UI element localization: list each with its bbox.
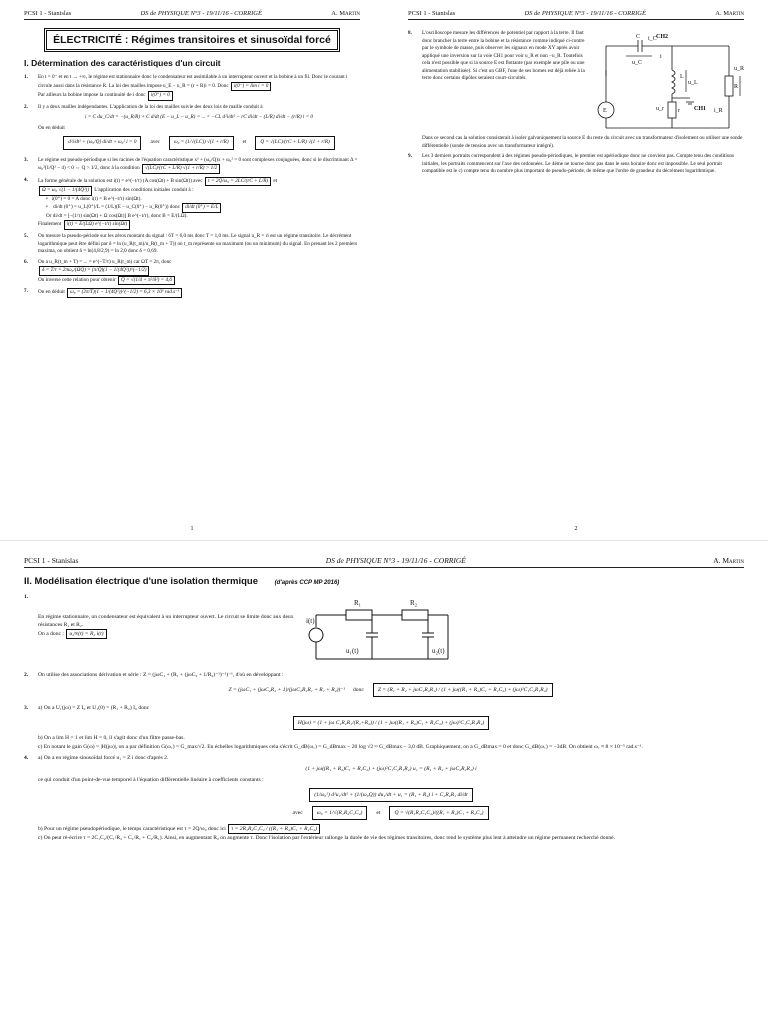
q-II3a-result: H(jω) = (1 + jω C₂R₂R₁/(R₁+R₂)) / (1 + jω((R₁ + R₂)C₁ + R₂C₂) + (jω)²C₁C₂R₁R₂) bbox=[293, 716, 490, 730]
header-center: DS de PHYSIQUE N°3 - 19/11/16 - CORRIGÉ bbox=[524, 10, 646, 17]
label-E: E bbox=[603, 108, 607, 114]
label-uL: u_L bbox=[688, 80, 698, 86]
oscilloscope-circuit-diagram bbox=[594, 30, 744, 135]
q-II3b-text: b) On a lim H = 1 et lim H = 0, il s'agit donc d'un filtre passe-bas. bbox=[38, 735, 185, 742]
q2-et: et bbox=[242, 139, 247, 146]
q4-text: La forme générale de la solution est i(t) = e^(−t/τ) (A cos(Ωt) + B sin(Ωt)) avec bbox=[38, 177, 203, 184]
q2-result-1: d²i/dt² + (ω₀/Q) di/dt + ω₀² i = 0 bbox=[63, 136, 141, 150]
label-iR: i_R bbox=[714, 108, 723, 114]
page-number: 1 bbox=[190, 526, 194, 532]
question-II-2: 2. On utilise des associations dérivation et série : Z = (jωC₁ + (R₁ + (jωC₂ + 1/R₂)⁻¹)⁻¹)⁻¹, d'où en développant : Z = (jωC₁ + (jωC₂R₂ + 1)/(jωC₂R₂R₁ + R₁ + R₂))⁻¹ donc Z = (R₁ + R₂ + jωC₂R₂R₁) / (1 + jω((R₁ + R₂)C₁ + R₂C₂) + (jω)²C₁C₂R₁R₂) bbox=[24, 671, 744, 701]
q-II4c-text: c) On peut ré-écrire τ = 2C₁C₂/(C₁/R₂ + C₁/R₁ + C₂/R₁). Ainsi, en augmentant R₂ on augmente τ. Donc l'isolation par l'extérieur rallonge la durée de vie des régimes transitoires, donc rend le système plus lent à atteindre un régime permanent recherché donné. bbox=[38, 835, 616, 842]
q-II2-text: On utilise des associations dérivation et série : Z = (jωC₁ + (R₁ + (jωC₂ + 1/R₂)⁻¹)⁻¹)⁻¹, d'où en développant : bbox=[38, 672, 284, 678]
header-center: DS de PHYSIQUE N°3 - 19/11/16 - CORRIGÉ bbox=[325, 556, 466, 565]
q4-bullet-1: • i(0⁺) = 0 = A donc i(t) = B e^(−t/τ) sin(Ωt). bbox=[46, 196, 360, 204]
label-r: r bbox=[678, 108, 680, 114]
q-II1-result: u₂∞(t) = R₂ i(t) bbox=[66, 629, 106, 639]
label-C: C bbox=[636, 34, 641, 40]
q4-et: et bbox=[273, 177, 278, 184]
label-R1: R₁ bbox=[354, 599, 362, 607]
q-II1-text-b: On a donc : bbox=[38, 631, 64, 638]
page-number: 2 bbox=[574, 526, 578, 532]
question-3: 3. Le régime est pseudo-périodique si les racines de l'équation caractéristique x² + (ω₀/Q)x + ω₀² = 0 sont complexes conjuguées, donc si le discriminant Δ = ω₀²(1/Q² − 4) < 0 ⇔ Q > 1/2, donc à la condition √(LC)/(rC + L/R) √(1 + r/R) > 1/2 bbox=[24, 157, 360, 174]
label-uC: u_C bbox=[632, 60, 643, 66]
page-2 bbox=[384, 0, 768, 540]
q8-text: L'oscilloscope mesure les différences de potentiel par rapport à la terre. Il faut donc brancher la terre entre la bobine et la résistance comme indiqué ci-contre par le symbole de masse, puis observer les signaux en mode XY après avoir appliqué une inversion sur la voie CH1 pour voir u_R et non −u_R. Toutefois cela n'est possible que si la source E est flottante (par exemple une pile ou une alimentation stabilisée). Si c'est un GBF, l'une de ses bornes est déjà reliée à la terre donc certains dipôles seraient court-circuités. bbox=[422, 30, 585, 82]
section-1-title: I. Détermination des caractéristiques d'un circuit bbox=[24, 58, 221, 68]
q-II4a-result: (1/ω₀²) d²u₁/dt² + (1/(ω₀Q)) du₁/dt + u₁ = (R₁ + R₂) i + C₂R₂R₁ di/dt bbox=[309, 788, 472, 802]
q4-result-omega: Ω = ω₀ √(1 − 1/(4Q²)) bbox=[39, 186, 92, 196]
q-II3c-text: c) En notant le gain G(ω) = |H(jω)|, on a par définition G(ω꜀) = G_max/√2. En échelles logarithmiques cela s'écrit G_dB(ω꜀) = G_dBmax − 20 log √2 ≈ G_dBmax − 3,0 dB. Graphiquement, on a G_dBmax = 0 et donc G_dB(ω꜀) = −3dB. On obtient ω꜀ ≈ 8 × 10⁻⁵ rad.s⁻¹. bbox=[38, 743, 643, 750]
question-2: 2. Il y a deux mailles indépendantes. L'application de la loi des mailles suivie des deux lois de maille conduit à i = C du_C/dt = −(u_R/R) + C d/dt (E − u_L − u_R) = ... = −CL d²i/dt² − rC di/dt − (L/R) di/dt − (r/R) i = 0 On en déduit d²i/dt² + (ω₀/Q) di/dt + ω₀² i = 0 avec ω₀ = (1/√(LC)) √(1 + r/R) et Q = √(LC)/(rC + L/R) √(1 + r/R) bbox=[24, 104, 360, 154]
q4-final-result: i(t) = E/(LΩ) e^(−t/τ) sin(Ωt) bbox=[64, 220, 131, 230]
label-uR: u_R bbox=[734, 66, 744, 72]
q1-result-2: i(0⁺) = 0 bbox=[148, 91, 173, 101]
q7-result: ω₀ = (2π/T)(1 − 1/(4Q²))^(−1/2) = 6,3 × 10³ rad.s⁻¹ bbox=[67, 288, 182, 298]
question-9: 9. Les 3 derniers portraits correspondent à des régimes pseudo-périodiques, le premier est apériodique donc ne convient pas. Compte tenu des conditions initiales, les portraits commencent sur l'axe des ordonnées. Le 4ème ne tourne donc pas dans le sens horaire donc est impossible. Le seul portrait compatible est le c) compte tenu du nombre plus important de pseudo-période, de même que l'ordre de grandeur du décrément logarithmique. bbox=[408, 153, 744, 176]
question-6: 6. On a u_R(t_m + T) = ... = e^(−T/τ) u_R(t_m) car ΩT = 2π, donc δ = T/τ = 2πω₀/(ΩQ) = (π/Q)(1 − 1/(4Q²))^(−1/2) On inverse cette relation pour obtenir Q = √(1/4 + π²/δ²) = 4,6 bbox=[24, 259, 360, 286]
label-u1: u₁(t) bbox=[346, 647, 359, 655]
label-L: L bbox=[680, 74, 684, 80]
q-II4a-avec: avec bbox=[292, 810, 303, 817]
header-center: DS de PHYSIQUE N°3 - 19/11/16 - CORRIGÉ bbox=[140, 10, 262, 17]
q-II2-equation: Z = (jωC₁ + (jωC₂R₂ + 1)/(jωC₂R₂R₁ + R₁ + R₂))⁻¹ bbox=[228, 687, 345, 694]
q1-result: i(0⁻) = lim i = 0 bbox=[231, 82, 271, 92]
label-R: R bbox=[734, 84, 739, 90]
header-left: PCSI 1 - Stanislas bbox=[408, 10, 456, 17]
q2-result-2: ω₀ = (1/√(LC)) √(1 + r/R) bbox=[169, 136, 234, 150]
page-header bbox=[24, 10, 360, 20]
label-i-t: i(t) bbox=[306, 617, 315, 625]
question-II-3 bbox=[24, 704, 744, 750]
header-left: PCSI 1 - Stanislas bbox=[24, 10, 72, 17]
q4-bullet-2 bbox=[46, 203, 360, 220]
q5-text: On mesure la pseudo-période sur les zéros montant du signal : 6T = 6,0 ms donc T = 1,0 ms. Le signal u_R = ri est un régime transitoire. Le décrément logarithmique peut être défini par δ = ln (u_R(t_m)/u_R(t_m + T)) où t_m représente un maximum (ou un minimum) du signal. En prenant les 2 premiers maxima, on obtient δ = ln(4,8/2,9) = ln 2,0 donc δ = 0,69. bbox=[38, 232, 358, 255]
q2-equation: i = C du_C/dt = −(u_R/R) + C d/dt (E − u_L − u_R) = ... = −CL d²i/dt² − rC di/dt − (L/R) di/dt − (r/R) i = 0 bbox=[85, 114, 313, 121]
page-header bbox=[24, 556, 744, 568]
q-II4b-result: τ = 2R₁R₂C₁C₂ / ((R₁ + R₂)C₁ + R₂C₂) bbox=[228, 824, 320, 834]
q7-text: On en déduit bbox=[38, 289, 65, 296]
label-CH2: CH2 bbox=[656, 34, 668, 40]
question-II-1 bbox=[24, 593, 744, 668]
header-right: A. Martin bbox=[713, 556, 744, 565]
q6-result: δ = T/τ = 2πω₀/(ΩQ) = (π/Q)(1 − 1/(4Q²))^(−1/2) bbox=[39, 266, 149, 276]
header-right: A. Martin bbox=[715, 10, 744, 17]
q6-result-2: Q = √(1/4 + π²/δ²) = 4,6 bbox=[118, 276, 175, 286]
q-II1-text: En régime stationnaire, un condensateur est équivalent à un interrupteur ouvert. Le circuit se limite donc aux deux résistances R₁ et R₂. bbox=[38, 614, 294, 629]
q-II2-result: Z = (R₁ + R₂ + jωC₂R₂R₁) / (1 + jω((R₁ + R₂)C₁ + R₂C₂) + (jω)²C₁C₂R₁R₂) bbox=[373, 683, 553, 697]
question-8: 8. L'oscilloscope mesure les différences de potentiel par rapport à la terre. Il faut donc brancher la terre entre la bobine et la résistance comme indiqué ci-contre par le symbole de masse, puis observer les signaux en mode XY après avoir appliqué une inversion sur la voie CH1 pour voir u_R et non −u_R. Toutefois cela n'est possible que si la source E est flottante (par exemple une pile ou une alimentation stabilisée). Si c'est un GBF, l'une de ses bornes est déjà reliée à la terre donc certains dipôles seraient court-circuités. C i_C CH2 u_C L u_L R i_R u_R E r u_r CH1 i Dans ce second cas la solution consisterait à isoler galvaniquement la source E du reste du circuit avec un transformateur d'isolement ou utiliser une sonde différentielle (sonde de tension avec un transformateur intégré). bbox=[408, 30, 744, 149]
question-1: 1. En t = 0⁻ et en t → +∞, le régime est stationnaire donc le condensateur est assimilable à un interrupteur ouvert et la bobine à un fil. Donc le courant i circule aussi dans la résistance R. La loi des mailles impose u_E − u_R = (r + R)i = 0. Donc i(0⁻) = lim i = 0 Par ailleurs la bobine impose la continuité de i donc i(0⁺) = 0 bbox=[24, 74, 360, 101]
q4-final-label: Finalement bbox=[38, 221, 62, 228]
q2-text-b: On en déduit bbox=[38, 124, 65, 131]
page-3 bbox=[0, 548, 768, 1024]
q1-text: En t = 0⁻ et en t → +∞, le régime est stationnaire donc le condensateur est assimilable à un interrupteur ouvert et la bobine à un fil. Donc le courant i circule aussi dans la résistance R. La loi des mailles impose u_E − u_R = (r + R)i = 0. Donc bbox=[38, 74, 348, 89]
section-2-label: II. Modélisation électrique d'une isolation thermique bbox=[24, 576, 258, 587]
q-II2-donc: donc bbox=[352, 687, 364, 694]
label-u2: u₂(t) bbox=[432, 647, 445, 655]
q6-text-b: On inverse cette relation pour obtenir bbox=[38, 276, 116, 283]
label-iC: i_C bbox=[648, 36, 657, 42]
q-II4a-equation: (1 + jω((R₁ + R₂)C₁ + R₂C₂) + (jω)²C₁C₂R₁R₂) u₁ = (R₁ + R₂ + jωC₂R₂R₁) i bbox=[305, 765, 477, 772]
q9-text: Les 3 derniers portraits correspondent à des régimes pseudo-périodiques, le premier est apériodique donc ne convient pas. Compte tenu des conditions initiales, les portraits commencent sur l'axe des ordonnées. Le 4ème ne tourne donc pas dans le sens horaire donc est impossible. Le seul portrait compatible est le c) compte tenu du nombre plus important de pseudo-période, de même que l'ordre de grandeur du décrément logarithmique. bbox=[422, 153, 735, 175]
q4-result-tau: τ = 2Q/ω₀ = 2LC/(rC + L/R) bbox=[205, 177, 271, 187]
page-header bbox=[408, 10, 744, 20]
q-II4-number: 4. bbox=[24, 754, 29, 761]
q-II4a-text-b: ce qui conduit d'un point-de-vue temporel à l'équation différentielle linéaire à coefficients constants : bbox=[38, 776, 264, 783]
question-II-4 bbox=[24, 754, 744, 843]
q-II4b-text: b) Pour un régime pseudopériodique, le temps caractéristique est τ = 2Q/ω₀ donc ici bbox=[38, 826, 226, 833]
page-1 bbox=[0, 0, 384, 540]
q-II3a-text: a) On a U₁(jω) = Z I₀ et U₁(0) = (R₁ + R₂) I₀ donc bbox=[38, 705, 150, 712]
document-title: ÉLECTRICITÉ : Régimes transitoires et sinusoïdal forcé bbox=[46, 30, 338, 50]
q-II4a-text: a) On a en régime sinusoïdal forcé u₁ = Z i donc d'après 2. bbox=[38, 754, 169, 761]
header-right: A. Martin bbox=[331, 10, 360, 17]
label-i: i bbox=[660, 54, 662, 60]
q2-result-3: Q = √(LC)/(rC + L/R) √(1 + r/R) bbox=[255, 136, 334, 150]
label-R2: R₂ bbox=[410, 599, 418, 607]
section-2-source: (d'après CCP MP 2016) bbox=[274, 580, 340, 586]
q6-text: On a u_R(t_m + T) = ... = e^(−T/τ) u_R(t_m) car ΩT = 2π, donc bbox=[38, 258, 172, 265]
section-2-title bbox=[24, 576, 744, 587]
label-ur: u_r bbox=[656, 106, 664, 112]
q4-bullet-2-text-b: Or di/dt = [−(1/τ) sin(Ωt) + Ω cos(Ωt)] B e^(−t/τ), donc B = E/(LΩ). bbox=[46, 212, 188, 219]
q-II3-number: 3. bbox=[24, 705, 29, 712]
q4-text-b: L'application des conditions initiales conduit à : bbox=[94, 187, 194, 194]
q1-text-b: Par ailleurs la bobine impose la continuité de i donc bbox=[38, 92, 146, 99]
thermal-rc-circuit-diagram bbox=[306, 593, 466, 668]
q4-bullet-2-text: di/dt (0⁺) = u_L(0⁺)/L = (1/L)(E − u_C(0⁺) − u_R(0⁺)) donc bbox=[53, 204, 180, 211]
question-5: 5. On mesure la pseudo-période sur les zéros montant du signal : 6T = 6,0 ms donc T = 1,0 ms. Le signal u_R = ri est un régime transitoire. Le décrément logarithmique peut être défini par δ = ln (u_R(t_m)/u_R(t_m + T)) où t_m représente un maximum (ou un minimum) du signal. En prenant les 2 premiers maxima, on obtient δ = ln(4,8/2,9) = ln 2,0 donc δ = 0,69. bbox=[24, 233, 360, 256]
q3-result: √(LC)/(rC + L/R) √(1 + r/R) > 1/2 bbox=[142, 164, 220, 174]
q2-text: Il y a deux mailles indépendantes. L'application de la loi des mailles suivie des deux lois de maille conduit à bbox=[38, 103, 263, 110]
q3-text: Le régime est pseudo-périodique si les racines de l'équation caractéristique x² + (ω₀/Q)x + ω₀² = 0 sont complexes conjuguées, donc si le discriminant Δ = ω₀²(1/Q² − 4) < 0 ⇔ Q > 1/2, donc à la condition bbox=[38, 156, 358, 172]
question-7: 7. On en déduit ω₀ = (2π/T)(1 − 1/(4Q²))^(−1/2) = 6,3 × 10³ rad.s⁻¹ bbox=[24, 288, 360, 298]
q-II1-number: 1. bbox=[24, 594, 29, 600]
q-II4a-et: et bbox=[376, 810, 381, 817]
q-II4a-omega0: ω₀ = 1/√(R₁R₂C₁C₂) bbox=[312, 806, 368, 820]
header-left: PCSI 1 - Stanislas bbox=[24, 556, 79, 565]
question-4: 4. La forme générale de la solution est i(t) = e^(−t/τ) (A cos(Ωt) + B sin(Ωt)) avec τ = 2Q/ω₀ = 2LC/(rC + L/R) et Ω = ω₀ √(1 − 1/(4Q²)) L'application des conditions initiales conduit à : • i(0⁺) = 0 = A donc i(t) = B e^(−t/τ) sin(Ωt). • di/dt (0⁺) = u_L(0⁺)/L = (1/L)(E − u_C(0⁺) − u_R(0⁺)) donc di/dt (0⁺) = E/L Or di/dt = [−(1/τ) sin(Ωt) + Ω cos(Ωt)] B e^(−t/τ), donc B = E/(LΩ). Finalement i(t) = E/(LΩ) e^(−t/τ) sin(Ωt) bbox=[24, 177, 360, 230]
q8-text-b: Dans ce second cas la solution consisterait à isoler galvaniquement la source E du reste du circuit avec un transformateur d'isolement ou utiliser une sonde différentielle (sonde de tension avec un transformateur intégré). bbox=[422, 135, 743, 149]
q2-avec: avec bbox=[150, 139, 160, 146]
label-CH1: CH1 bbox=[694, 106, 706, 112]
q-II4a-Q: Q = √(R₁R₂C₁C₂)/((R₁ + R₂)C₁ + R₂C₂) bbox=[389, 806, 488, 820]
q4-bullet-2-result: di/dt (0⁺) = E/L bbox=[182, 203, 221, 213]
